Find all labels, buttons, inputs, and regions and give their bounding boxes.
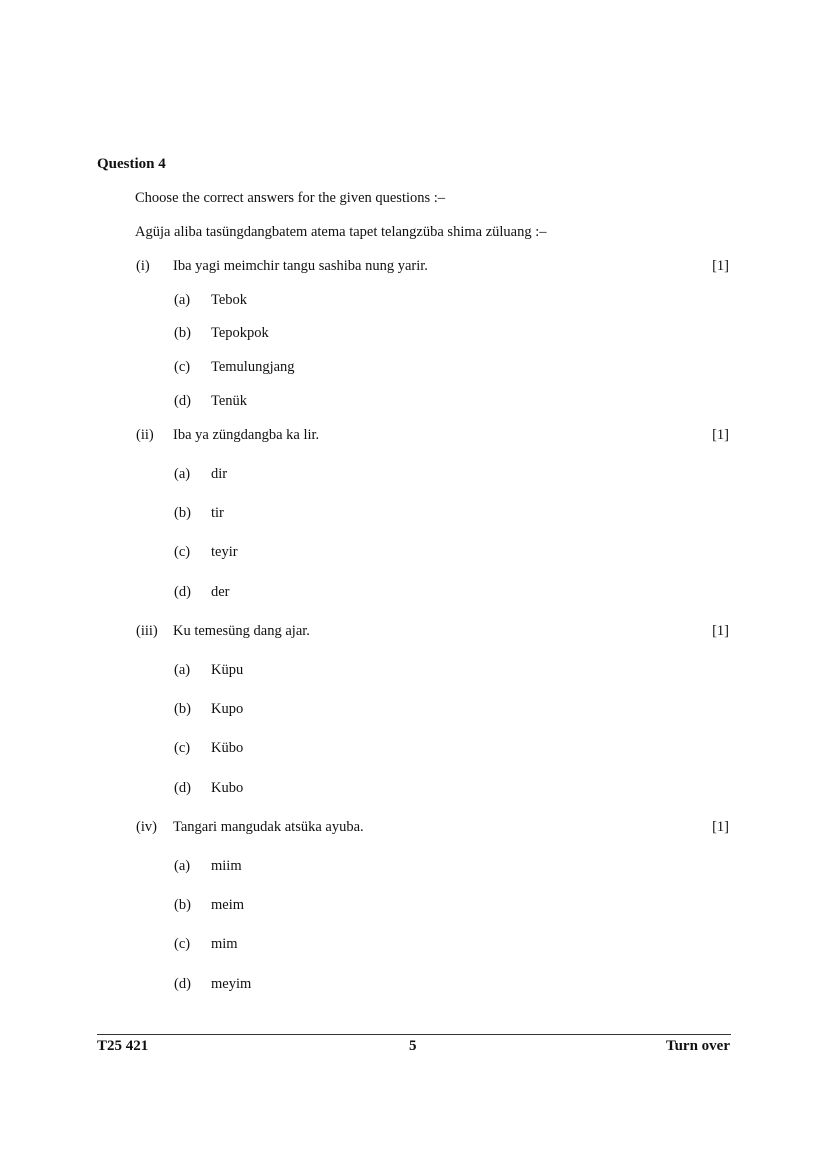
option-text: Tepokpok bbox=[211, 325, 269, 341]
option-text: Küpu bbox=[211, 662, 244, 678]
option-text: der bbox=[211, 584, 230, 600]
item-text: Tangari mangudak atsüka ayuba. bbox=[173, 819, 364, 835]
item-number: (iv) bbox=[136, 819, 157, 835]
instruction-english: Choose the correct answers for the given questions :– bbox=[135, 190, 446, 206]
option-text: miim bbox=[211, 858, 242, 874]
option-label: (a) bbox=[174, 292, 191, 308]
turn-over-label: Turn over bbox=[665, 1038, 730, 1054]
item-number: (ii) bbox=[136, 427, 154, 443]
item-text: Iba yagi meimchir tangu sashiba nung yarir. bbox=[173, 258, 428, 274]
option-label: (b) bbox=[174, 701, 191, 717]
option-text: Kupo bbox=[211, 701, 244, 717]
option-label: (c) bbox=[174, 936, 191, 952]
option-text: Tebok bbox=[211, 292, 248, 308]
option-text: Temulungjang bbox=[211, 359, 295, 375]
item-number: (i) bbox=[136, 258, 150, 274]
question-heading: Question 4 bbox=[97, 156, 166, 172]
option-label: (a) bbox=[174, 858, 191, 874]
option-label: (b) bbox=[174, 505, 191, 521]
item-marks: [1] bbox=[712, 623, 729, 639]
option-text: dir bbox=[211, 466, 228, 482]
option-text: meim bbox=[211, 897, 245, 913]
item-marks: [1] bbox=[712, 427, 729, 443]
item-text: Iba ya züngdangba ka lir. bbox=[173, 427, 320, 443]
instruction-local: Agüja aliba tasüngdangbatem atema tapet telangzüba shima züluang :– bbox=[135, 224, 547, 240]
option-label: (d) bbox=[174, 393, 191, 409]
option-label: (b) bbox=[174, 897, 191, 913]
item-number: (iii) bbox=[136, 623, 158, 639]
option-text: Kübo bbox=[211, 740, 244, 756]
option-text: Kubo bbox=[211, 780, 244, 796]
option-text: teyir bbox=[211, 544, 238, 560]
option-label: (d) bbox=[174, 780, 191, 796]
paper-code: T25 421 bbox=[97, 1038, 149, 1054]
footer-divider bbox=[97, 1034, 731, 1035]
option-label: (c) bbox=[174, 359, 191, 375]
option-label: (a) bbox=[174, 662, 191, 678]
option-label: (b) bbox=[174, 325, 191, 341]
item-text: Ku temesüng dang ajar. bbox=[173, 623, 310, 639]
option-text: Tenük bbox=[211, 393, 248, 409]
item-marks: [1] bbox=[712, 258, 729, 274]
option-label: (c) bbox=[174, 544, 191, 560]
option-label: (c) bbox=[174, 740, 191, 756]
option-label: (d) bbox=[174, 584, 191, 600]
option-text: meyim bbox=[211, 976, 252, 992]
item-marks: [1] bbox=[712, 819, 729, 835]
option-text: tir bbox=[211, 505, 224, 521]
option-text: mim bbox=[211, 936, 238, 952]
option-label: (d) bbox=[174, 976, 191, 992]
option-label: (a) bbox=[174, 466, 191, 482]
page-number: 5 bbox=[409, 1038, 417, 1054]
